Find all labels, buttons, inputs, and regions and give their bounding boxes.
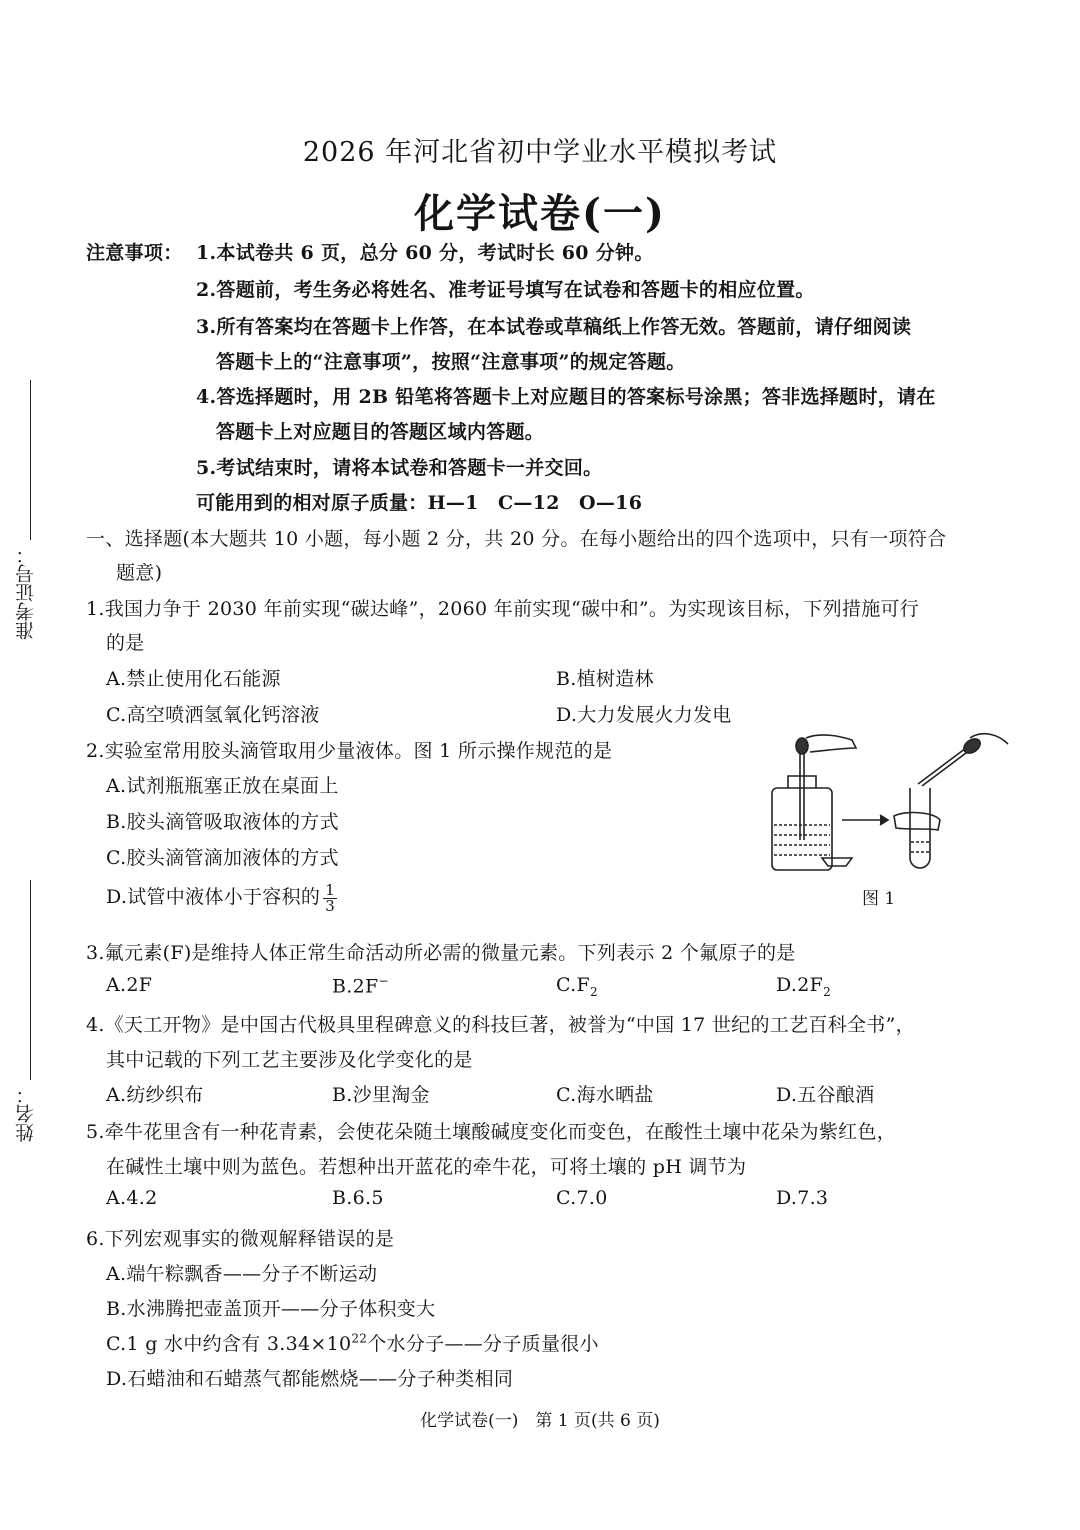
q4-option-c: C.海水晒盐 [556,1084,654,1106]
q4-option-a: A.纺纱织布 [106,1084,204,1106]
q4-stem-cont: 其中记载的下列工艺主要涉及化学变化的是 [106,1049,473,1071]
page-footer: 化学试卷(一) 第 1 页(共 6 页) [420,1411,660,1431]
q1-option-c: C.高空喷洒氢氧化钙溶液 [106,704,320,726]
q2-option-d [106,882,337,914]
q2-stem: 2.实验室常用胶头滴管取用少量液体。图 1 所示操作规范的是 [86,740,613,762]
exam-subtitle: 化学试卷(一) [414,190,666,237]
q1-option-d: D.大力发展火力发电 [556,704,732,726]
section1-heading-cont: 题意) [116,562,163,584]
q1-stem-cont: 的是 [106,632,145,654]
q6-option-d: D.石蜡油和石蜡蒸气都能燃烧——分子种类相同 [106,1368,514,1390]
notice-item-3-cont: 答题卡上的“注意事项”，按照“注意事项”的规定答题。 [216,351,686,373]
q3-option-c-subscript: 2 [589,984,598,999]
figure-1-dropper-diagram [760,730,1010,880]
name-label: 姓名： [15,1085,37,1142]
notice-item-4: 4.答选择题时，用 2B 铅笔将答题卡上对应题目的答案标号涂黑；答非选择题时，请在 [196,386,936,408]
q5-stem-cont: 在碱性土壤中则为蓝色。若想种出开蓝花的牵牛花，可将土壤的 pH 调节为 [106,1156,747,1178]
test-tube-icon [910,788,930,868]
q3-option-a: A.2F [106,974,153,996]
q6-stem: 6.下列宏观事实的微观解释错误的是 [86,1228,395,1250]
notice-item-2: 2.答题前，考生务必将姓名、准考证号填写在试卷和答题卡的相应位置。 [196,279,815,301]
section1-heading: 一、选择题(本大题共 10 小题，每小题 2 分，共 20 分。在每小题给出的四个选项中，只有一项符合 [86,528,947,550]
q6-option-a: A.端午粽飘香——分子不断运动 [106,1263,378,1285]
q3-option-b-text: B.2F [332,975,379,998]
q6-option-c-post: 个水分子——分子质量很小 [367,1333,599,1355]
q5-option-b: B.6.5 [332,1187,384,1209]
q2-option-d-text: D.试管中液体小于容积的 [106,886,321,908]
q5-option-a: A.4.2 [106,1187,158,1209]
q2-option-b: B.胶头滴管吸取液体的方式 [106,811,339,833]
candidate-no-label: 准考证号： [15,545,37,640]
q5-option-c: C.7.0 [556,1187,608,1209]
q6-option-c [106,1329,599,1356]
q6-option-b: B.水沸腾把壶盖顶开——分子体积变大 [106,1298,436,1320]
q5-stem: 5.牵牛花里含有一种花青素，会使花朵随土壤酸碱度变化而变色，在酸性土壤中花朵为紫红色， [86,1121,897,1143]
hand-icon [806,735,856,752]
q1-option-b: B.植树造林 [556,668,654,690]
name-line [30,880,31,1080]
dropper-above-tube-icon [918,748,970,786]
fraction-numerator: 1 [325,880,336,899]
exam-title: 2026 年河北省初中学业水平模拟考试 [302,137,778,168]
bottle-stopper-icon [822,858,852,866]
q6-option-c-exponent: 22 [351,1331,368,1346]
q3-option-d-text: D.2F [776,974,824,996]
notice-item-1: 1.本试卷共 6 页，总分 60 分，考试时长 60 分钟。 [196,242,654,264]
q3-option-d [776,974,831,999]
candidate-no-line [30,380,31,540]
q3-option-c-text: C.F [556,974,590,996]
figure-1-caption: 图 1 [862,889,896,909]
q1-option-a: A.禁止使用化石能源 [106,668,281,690]
notice-item-4-cont: 答题卡上对应题目的答题区域内答题。 [216,421,545,443]
q6-option-c-pre: C.1 g 水中约含有 3.34×10 [106,1333,352,1355]
q4-option-b: B.沙里淘金 [332,1084,430,1106]
q2-option-c: C.胶头滴管滴加液体的方式 [106,847,339,869]
q3-stem: 3.氟元素(F)是维持人体正常生命活动所必需的微量元素。下列表示 2 个氟原子的是 [86,942,796,964]
q3-option-b-charge: − [378,974,389,988]
q2-option-a: A.试剂瓶瓶塞正放在桌面上 [106,775,339,797]
notice-item-5: 5.考试结束时，请将本试卷和答题卡一并交回。 [196,457,603,479]
q3-option-b [332,974,389,997]
q5-option-d: D.7.3 [776,1187,829,1209]
one-third-fraction [323,880,337,915]
q4-option-d: D.五谷酿酒 [776,1084,875,1106]
q1-stem: 1.我国力争于 2030 年前实现“碳达峰”，2060 年前实现“碳中和”。为实现该目标，下列措施可行 [86,598,920,620]
notice-item-3: 3.所有答案均在答题卡上作答，在本试卷或草稿纸上作答无效。答题前，请仔细阅读 [196,316,912,338]
notice-label: 注意事项： [86,242,183,264]
dropper-in-bottle-icon [800,750,804,840]
q4-stem: 4.《天工开物》是中国古代极具里程碑意义的科技巨著，被誉为“中国 17 世纪的工艺百科全书”， [86,1014,915,1036]
q3-option-d-subscript: 2 [823,984,832,999]
fraction-denominator: 3 [325,896,336,915]
q3-option-c [556,974,598,999]
atomic-mass: 可能用到的相对原子质量：H—1 C—12 O—16 [196,492,643,514]
